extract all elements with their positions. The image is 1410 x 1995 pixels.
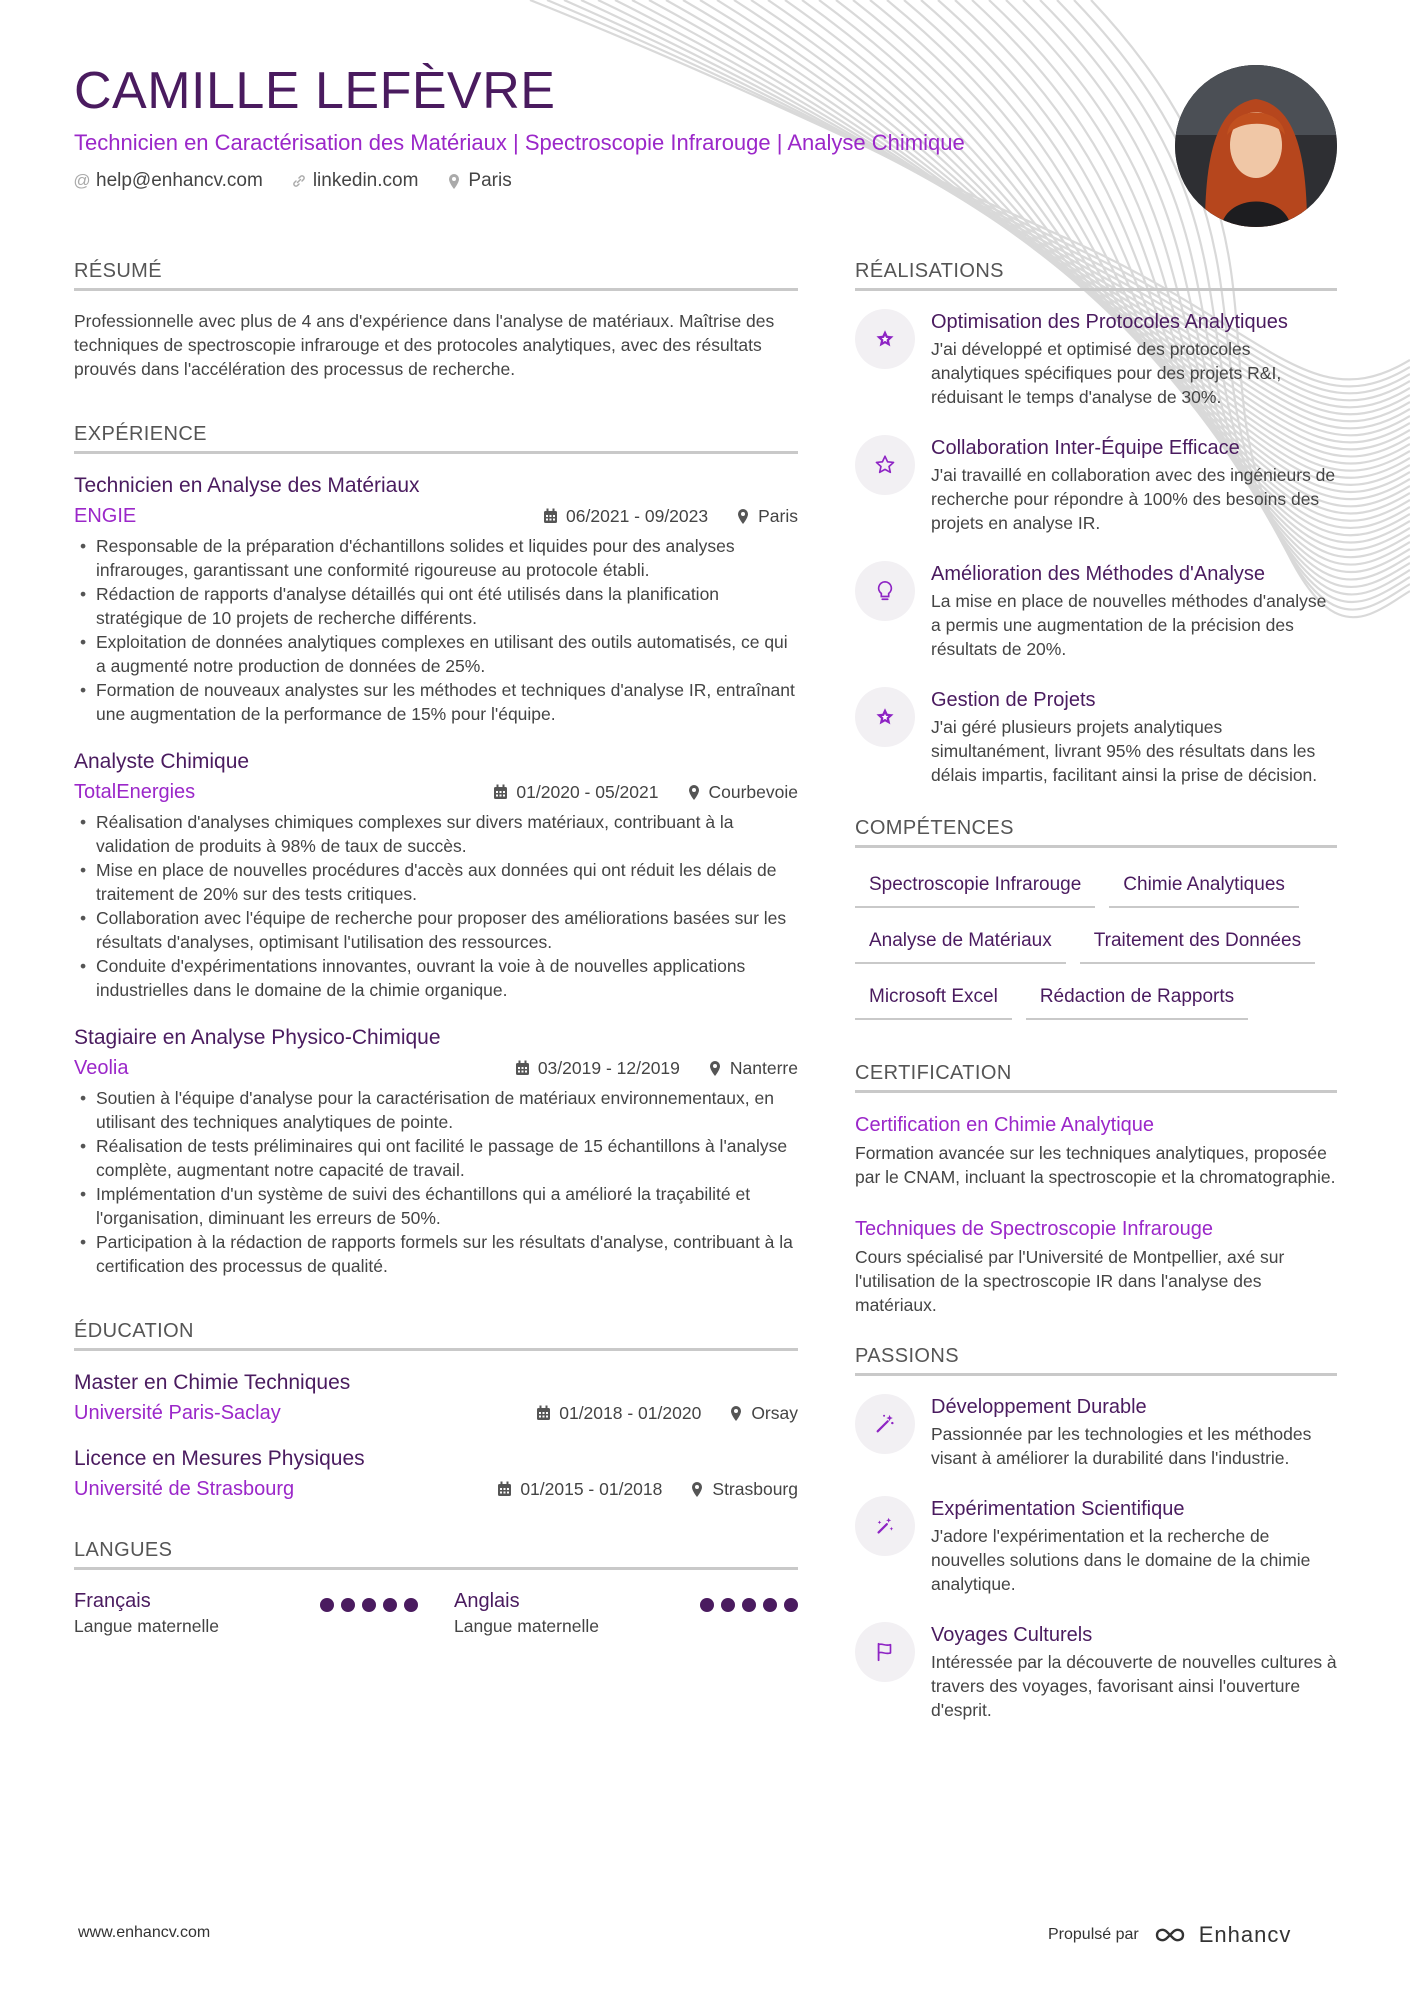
achievement-title: Amélioration des Méthodes d'Analyse <box>931 563 1266 585</box>
location-pin-icon <box>729 1405 743 1422</box>
language-entry <box>74 1588 418 1638</box>
education-entry <box>74 1445 798 1503</box>
date-text: 03/2019 - 12/2019 <box>537 1057 680 1078</box>
skills-section <box>855 815 1337 1020</box>
star-filled-icon <box>855 687 915 747</box>
date-range <box>543 506 708 527</box>
language-name: Français <box>74 1590 151 1612</box>
calendar-icon <box>497 1481 512 1497</box>
location <box>687 782 799 803</box>
skill-tag: Traitement des Données <box>1080 920 1315 964</box>
location-text: Strasbourg <box>712 1478 798 1499</box>
date-range <box>497 1479 662 1500</box>
location-text: Orsay <box>751 1402 798 1423</box>
achievement-entry <box>855 687 1337 787</box>
location-contact <box>446 170 511 192</box>
language-list <box>74 1588 798 1638</box>
job-title: Stagiaire en Analyse Physico-Chimique <box>74 1026 441 1049</box>
language-rating <box>320 1598 418 1612</box>
date-range <box>493 782 658 803</box>
bullet-item: • Soutien à l'équipe d'analyse pour la caractérisation de matériaux environnementaux, en utilisant des techniques analytiques de pointe. <box>74 1086 798 1134</box>
left-column <box>74 258 798 1678</box>
page-footer <box>0 1916 1410 1956</box>
passions-heading: PASSIONS <box>855 1343 1337 1376</box>
certification-description: Formation avancée sur les techniques analytiques, proposée par le CNAM, incluant la spectroscopie et la chromatographie. <box>855 1143 1336 1187</box>
company-name: ENGIE <box>74 505 137 527</box>
passion-description: Intéressée par la découverte de nouvelles cultures à travers des voyages, favorisant ainsi l'ouverture d'esprit. <box>931 1652 1337 1720</box>
company-name: Veolia <box>74 1057 129 1079</box>
job-bullets <box>74 810 798 1002</box>
company-name: TotalEnergies <box>74 781 196 803</box>
bullet-item: • Formation de nouveaux analystes sur les méthodes et techniques d'analyse IR, entraînant une augmentation de la performance de 15% pour l'équipe. <box>74 678 798 726</box>
summary-text: Professionnelle avec plus de 4 ans d'expérience dans l'analyse de matériaux. Maîtrise des techniques de spectroscopie infrarouge et des protocoles analytiques, avec des résultats prouvés dans l'accélération des processus de recherche. <box>74 311 775 379</box>
achievement-entry <box>855 435 1337 535</box>
language-entry <box>454 1588 798 1638</box>
location-text: Courbevoie <box>708 781 798 802</box>
rating-dot <box>742 1598 756 1612</box>
certification-heading: CERTIFICATION <box>855 1060 1337 1093</box>
meta-info <box>515 1058 798 1079</box>
star-filled-icon <box>855 309 915 369</box>
date-text: 01/2015 - 01/2018 <box>520 1478 663 1499</box>
calendar-icon <box>515 1060 530 1076</box>
date-range <box>536 1403 701 1424</box>
email-text[interactable]: help@enhancv.com <box>96 170 263 191</box>
location <box>708 1058 798 1079</box>
calendar-icon <box>493 784 508 800</box>
summary-section <box>74 258 798 381</box>
bullet-item: • Implémentation d'un système de suivi des échantillons qui a amélioré la traçabilité et l'organisation, diminuant les erreurs de 50%. <box>74 1182 798 1230</box>
meta-info <box>536 1403 798 1424</box>
link-icon <box>291 173 307 189</box>
languages-heading: LANGUES <box>74 1537 798 1570</box>
at-icon: @ <box>73 171 91 190</box>
date-text: 01/2018 - 01/2020 <box>559 1402 702 1423</box>
skill-tag: Rédaction de Rapports <box>1026 976 1248 1020</box>
skill-tag: Analyse de Matériaux <box>855 920 1066 964</box>
powered-by <box>1048 1922 1291 1948</box>
enhancv-logo-icon <box>1153 1924 1193 1946</box>
email-contact[interactable] <box>74 170 263 192</box>
school-name: Université Paris-Saclay <box>74 1402 281 1424</box>
rating-dot <box>721 1598 735 1612</box>
right-column <box>855 258 1337 1762</box>
job-list <box>74 472 798 1278</box>
flag-icon <box>855 1622 915 1682</box>
passion-title: Voyages Culturels <box>931 1624 1093 1646</box>
skill-tag: Microsoft Excel <box>855 976 1012 1020</box>
lightbulb-icon <box>855 561 915 621</box>
magic-wand-icon <box>855 1394 915 1454</box>
location <box>729 1403 798 1424</box>
location-pin-icon <box>736 508 750 525</box>
education-entry <box>74 1369 798 1427</box>
bullet-item: • Collaboration avec l'équipe de recherche pour proposer des améliorations basées sur les résultats d'analyses, optimisant l'utilisation des ressources. <box>74 906 798 954</box>
calendar-icon <box>536 1405 551 1421</box>
certification-description: Cours spécialisé par l'Université de Montpellier, axé sur l'utilisation de la spectroscopie IR dans l'analyse des matériaux. <box>855 1247 1285 1315</box>
summary-heading: RÉSUMÉ <box>74 258 798 291</box>
achievement-entry <box>855 309 1337 409</box>
date-range <box>515 1058 680 1079</box>
job-entry <box>74 472 798 726</box>
passion-entry <box>855 1394 1337 1470</box>
certification-entry <box>855 1215 1337 1317</box>
bullet-item: • Participation à la rédaction de rapports formels sur les résultats d'analyse, contribuant à la certification des processus de qualité. <box>74 1230 798 1278</box>
achievement-description: J'ai développé et optimisé des protocoles analytiques spécifiques pour des projets R&I, réduisant le temps d'analyse de 30%. <box>931 339 1282 407</box>
passion-title: Développement Durable <box>931 1396 1147 1418</box>
rating-dot <box>362 1598 376 1612</box>
achievements-section <box>855 258 1337 787</box>
job-entry <box>74 1024 798 1278</box>
passion-description: Passionnée par les technologies et les méthodes visant à améliorer la durabilité dans l'industrie. <box>931 1424 1312 1468</box>
language-level: Langue maternelle <box>454 1616 599 1636</box>
passion-title: Expérimentation Scientifique <box>931 1498 1185 1520</box>
certification-title: Certification en Chimie Analytique <box>855 1114 1155 1136</box>
bullet-item: • Exploitation de données analytiques complexes en utilisant des outils automatisés, ce qui a augmenté notre production de données de 25%. <box>74 630 798 678</box>
achievement-title: Collaboration Inter-Équipe Efficace <box>931 437 1240 459</box>
passion-entry <box>855 1496 1337 1596</box>
languages-section <box>74 1537 798 1638</box>
degree-title: Licence en Mesures Physiques <box>74 1447 365 1470</box>
linkedin-contact[interactable] <box>291 170 419 192</box>
skill-tag: Spectroscopie Infrarouge <box>855 864 1095 908</box>
achievement-description: J'ai travaillé en collaboration avec des ingénieurs de recherche pour répondre à 100% des besoins des projets en analyse IR. <box>931 465 1336 533</box>
location-text: Paris <box>468 170 512 191</box>
enhancv-wordmark: Enhancv <box>1198 1922 1292 1947</box>
job-bullets <box>74 534 798 726</box>
education-section <box>74 1318 798 1503</box>
passion-entry <box>855 1622 1337 1722</box>
school-name: Université de Strasbourg <box>74 1478 295 1500</box>
star-outline-icon <box>855 435 915 495</box>
resume-header <box>74 56 1134 192</box>
skill-list <box>855 864 1337 1020</box>
bullet-item: • Mise en place de nouvelles procédures d'accès aux données qui ont réduit les délais de traitement de 20% sur des tests critiques. <box>74 858 798 906</box>
location <box>736 506 798 527</box>
location-text: Nanterre <box>729 1057 798 1078</box>
achievements-heading: RÉALISATIONS <box>855 258 1337 291</box>
skill-tag: Chimie Analytiques <box>1109 864 1299 908</box>
passions-section <box>855 1343 1337 1722</box>
candidate-title: Technicien en Caractérisation des Matériaux | Spectroscopie Infrarouge | Analyse Chimique <box>74 130 965 155</box>
bullet-item: • Responsable de la préparation d'échantillons solides et liquides pour des analyses infrarouges, garantissant une conformité rigoureuse au protocole établi. <box>74 534 798 582</box>
certification-section <box>855 1060 1337 1317</box>
location-pin-icon <box>690 1481 704 1498</box>
passion-list <box>855 1394 1337 1722</box>
bullet-item: • Conduite d'expérimentations innovantes, ouvrant la voie à de nouvelles applications industrielles dans le domaine de la chimie organique. <box>74 954 798 1002</box>
achievement-title: Gestion de Projets <box>931 689 1096 711</box>
skills-heading: COMPÉTENCES <box>855 815 1337 848</box>
meta-info <box>493 782 798 803</box>
rating-dot <box>341 1598 355 1612</box>
location-pin-icon <box>708 1060 722 1077</box>
passion-description: J'adore l'expérimentation et la recherche de nouvelles solutions dans le domaine de la chimie analytique. <box>931 1526 1311 1594</box>
job-title: Analyste Chimique <box>74 750 250 773</box>
location-pin-icon <box>446 173 462 190</box>
rating-dot <box>763 1598 777 1612</box>
job-bullets <box>74 1086 798 1278</box>
enhancv-logo[interactable] <box>1153 1922 1292 1948</box>
certification-list <box>855 1111 1337 1317</box>
experience-section <box>74 421 798 1278</box>
date-text: 01/2020 - 05/2021 <box>516 781 659 802</box>
location-text: Paris <box>758 505 798 526</box>
contact-bar <box>74 170 1134 192</box>
experience-heading: EXPÉRIENCE <box>74 421 798 454</box>
language-level: Langue maternelle <box>74 1616 219 1636</box>
degree-title: Master en Chimie Techniques <box>74 1371 351 1394</box>
meta-info <box>543 506 798 527</box>
language-rating <box>700 1598 798 1612</box>
candidate-name: CAMILLE LEFÈVRE <box>74 62 556 120</box>
achievement-entry <box>855 561 1337 661</box>
profile-photo <box>1175 65 1337 227</box>
location-pin-icon <box>687 784 701 801</box>
bullet-item: • Réalisation de tests préliminaires qui ont facilité le passage de 15 échantillons à l'analyse complète, augmentant notre capacité de travail. <box>74 1134 798 1182</box>
job-title: Technicien en Analyse des Matériaux <box>74 474 420 497</box>
rating-dot <box>404 1598 418 1612</box>
powered-by-label: Propulsé par <box>1048 1926 1139 1943</box>
bullet-item: • Réalisation d'analyses chimiques complexes sur divers matériaux, contribuant à la validation de produits à 98% de taux de succès. <box>74 810 798 858</box>
rating-dot <box>784 1598 798 1612</box>
date-text: 06/2021 - 09/2023 <box>566 505 709 526</box>
achievement-description: La mise en place de nouvelles méthodes d'analyse a permis une augmentation de la précision des résultats de 20%. <box>931 591 1327 659</box>
education-heading: ÉDUCATION <box>74 1318 798 1351</box>
certification-title: Techniques de Spectroscopie Infrarouge <box>855 1218 1214 1240</box>
meta-info <box>497 1479 798 1500</box>
certification-entry <box>855 1111 1337 1189</box>
rating-dot <box>320 1598 334 1612</box>
job-entry <box>74 748 798 1002</box>
linkedin-text[interactable]: linkedin.com <box>312 170 419 191</box>
achievement-list <box>855 309 1337 787</box>
education-list <box>74 1369 798 1503</box>
rating-dot <box>700 1598 714 1612</box>
achievement-title: Optimisation des Protocoles Analytiques <box>931 311 1288 333</box>
location <box>690 1479 798 1500</box>
language-name: Anglais <box>454 1590 520 1612</box>
rating-dot <box>383 1598 397 1612</box>
sparkle-wand-icon <box>855 1496 915 1556</box>
calendar-icon <box>543 508 558 524</box>
footer-url[interactable]: www.enhancv.com <box>78 1924 211 1941</box>
bullet-item: • Rédaction de rapports d'analyse détaillés qui ont été utilisés dans la planification stratégique de 10 projets de recherche différents. <box>74 582 798 630</box>
achievement-description: J'ai géré plusieurs projets analytiques simultanément, livrant 95% des résultats dans les délais impartis, facilitant ainsi la prise de décision. <box>931 717 1318 785</box>
